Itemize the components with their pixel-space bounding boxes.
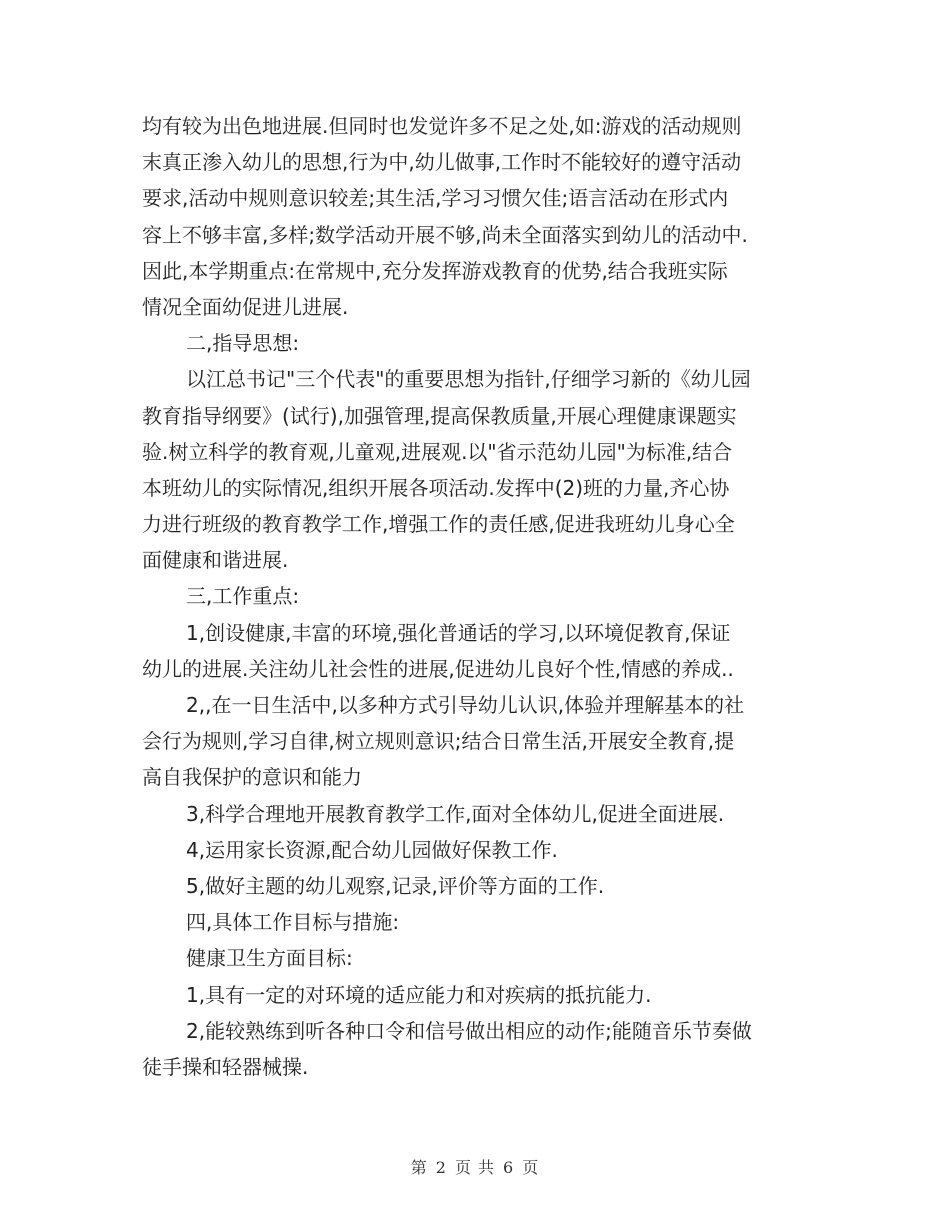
text-line: 因此,本学期重点:在常规中,充分发挥游戏教育的优势,结合我班实际 xyxy=(142,258,728,283)
text-line: 会行为规则,学习自律,树立规则意识;结合日常生活,开展安全教育,提 xyxy=(142,729,735,754)
text-line: 要求,活动中规则意识较差;其生活,学习习惯欠佳;语言活动在形式内 xyxy=(142,186,729,211)
text-line: 徒手操和轻器械操. xyxy=(142,1054,309,1079)
text-line: 教育指导纲要》(试行),加强管理,提高保教质量,开展心理健康课题实 xyxy=(142,403,737,428)
text-line: 2,,在一日生活中,以多种方式引导幼儿认识,体验并理解基本的社 xyxy=(186,693,745,717)
text-line: 均有较为出色地进展.但同时也发觉许多不足之处,如:游戏的活动规则 xyxy=(142,114,742,138)
text-line: 1,具有一定的对环境的适应能力和对疾病的抵抗能力. xyxy=(186,982,652,1007)
page-footer xyxy=(0,1155,950,1178)
text-line: 面健康和谐进展. xyxy=(142,548,289,573)
section-heading: 四,具体工作目标与措施: xyxy=(186,910,400,935)
text-line: 以江总书记"三个代表"的重要思想为指针,仔细学习新的《幼儿园 xyxy=(186,367,751,392)
text-line: 容上不够丰富,多样;数学活动开展不够,尚未全面落实到幼儿的活动中. xyxy=(142,222,748,247)
text-line: 5,做好主题的幼儿观察,记录,评价等方面的工作. xyxy=(186,873,605,898)
section-heading: 三,工作重点: xyxy=(186,584,300,609)
text-line: 4,运用家长资源,配合幼儿园做好保教工作. xyxy=(186,837,558,862)
footer-prefix: 第 xyxy=(410,1158,428,1177)
text-line: 1,创设健康,丰富的环境,强化普通话的学习,以环境促教育,保证 xyxy=(186,620,731,645)
subsection-heading: 健康卫生方面目标: xyxy=(186,946,353,971)
section-heading: 二,指导思想: xyxy=(186,331,300,356)
footer-suffix: 页 xyxy=(522,1158,540,1177)
text-line: 2,能较熟练到听各种口令和信号做出相应的动作;能随音乐节奏做 xyxy=(186,1018,752,1043)
document-body xyxy=(142,108,822,1085)
total-pages: 6 xyxy=(503,1158,515,1177)
text-line: 高自我保护的意识和能力 xyxy=(142,765,362,790)
text-line: 幼儿的进展.关注幼儿社会性的进展,促进幼儿良好个性,情感的养成.. xyxy=(142,656,734,681)
text-line: 力进行班级的教育教学工作,增强工作的责任感,促进我班幼儿身心全 xyxy=(142,512,735,537)
page-number: 2 xyxy=(435,1158,447,1177)
text-line: 情况全面幼促进儿进展. xyxy=(142,294,349,319)
text-line: 3,科学合理地开展教育教学工作,面对全体幼儿,促进全面进展. xyxy=(186,801,725,826)
text-line: 本班幼儿的实际情况,组织开展各项活动.发挥中(2)班的力量,齐心协 xyxy=(142,475,730,500)
text-line: 末真正渗入幼儿的思想,行为中,幼儿做事,工作时不能较好的遵守活动 xyxy=(142,150,742,175)
footer-middle: 页 共 xyxy=(454,1158,496,1177)
text-line: 验.树立科学的教育观,儿童观,进展观.以"省示范幼儿园"为标准,结合 xyxy=(142,439,733,464)
